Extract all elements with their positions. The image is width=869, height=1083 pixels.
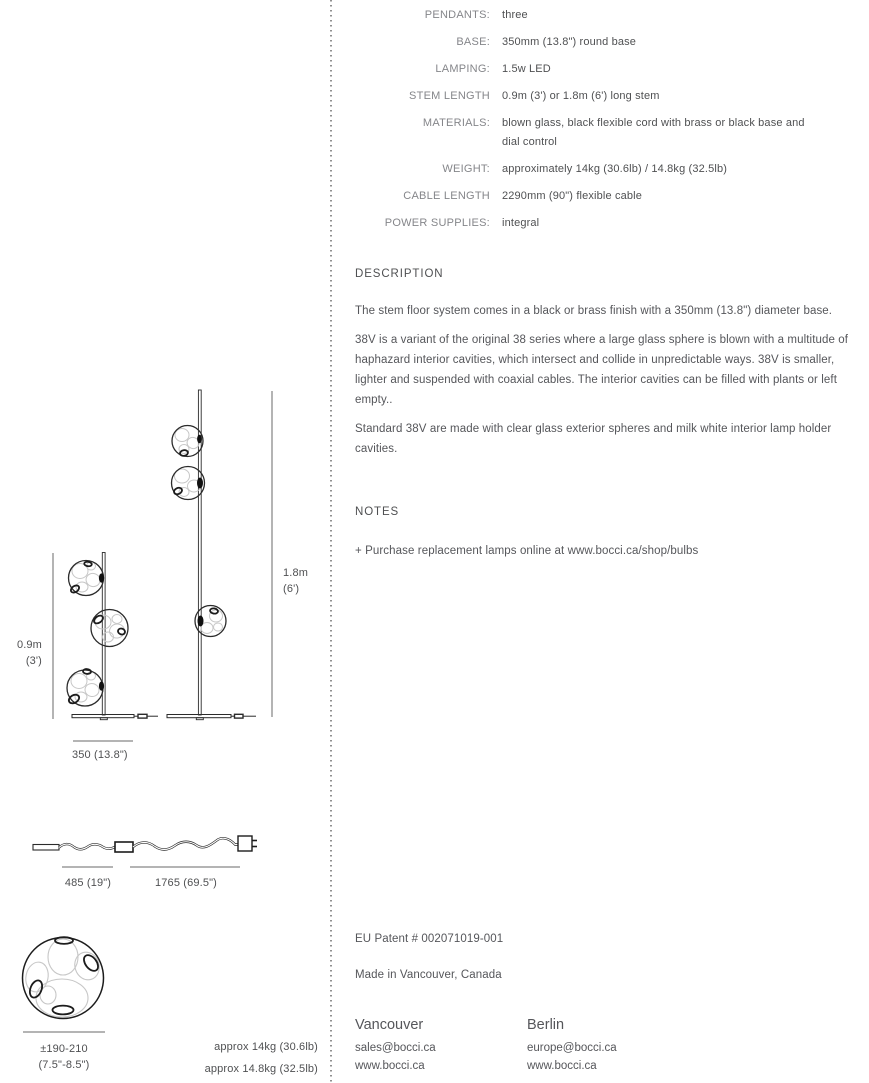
description-heading: DESCRIPTION: [355, 268, 444, 280]
spec-label: MATERIALS:: [422, 117, 490, 129]
glass-sphere: [195, 606, 226, 637]
spec-row-lamping: [355, 60, 860, 79]
office-email: europe@bocci.ca: [527, 1042, 617, 1054]
dial-control: [115, 842, 133, 852]
spec-value: integral: [502, 217, 540, 229]
cable-plug: [238, 836, 252, 851]
patent-number: EU Patent # 002071019-001: [355, 933, 504, 945]
power-cable-drawing: [33, 836, 257, 852]
glass-sphere: [172, 426, 203, 457]
floor-lamp-tall-drawing: [167, 390, 256, 720]
description-paragraph: The stem floor system comes in a black or brass finish with a 350mm (13.8") diameter base.: [355, 305, 833, 317]
spec-value: three: [502, 9, 528, 21]
spec-value: 2290mm (90") flexible cable: [502, 190, 643, 202]
base-nub: [196, 718, 203, 720]
spec-label: POWER SUPPLIES:: [384, 217, 490, 229]
weight-labels: [168, 1036, 318, 1080]
spec-row-power-supplies: [355, 214, 860, 233]
dimension-value: (7.5"-8.5"): [38, 1059, 90, 1071]
sphere-dimension-label: [20, 1041, 108, 1073]
notes-heading: NOTES: [355, 506, 400, 518]
stem-socket: [197, 478, 203, 489]
weight-value: approx 14.8kg (32.5lb): [204, 1063, 318, 1075]
column-divider: [330, 0, 332, 1083]
base-dimension-label: 350 (13.8"): [72, 749, 128, 761]
short-stem-dimension-label: [0, 637, 42, 669]
spec-label: CABLE LENGTH: [403, 190, 490, 202]
spec-row-base: [355, 33, 860, 52]
spec-row-stem-length: [355, 87, 860, 106]
weight-value: approx 14kg (30.6lb): [214, 1041, 318, 1053]
glass-sphere: [91, 610, 128, 647]
spec-value: blown glass, black flexible cord with brass or black base and dial control: [502, 117, 805, 148]
glass-sphere: [67, 669, 104, 706]
spec-label: WEIGHT:: [442, 163, 490, 175]
dimension-lines: [23, 391, 272, 1032]
spec-row-pendants: [355, 6, 860, 25]
base-plug: [138, 714, 147, 718]
spec-label: PENDANTS:: [424, 9, 490, 21]
office-vancouver: [355, 1016, 527, 1075]
spec-value: approximately 14kg (30.6lb) / 14.8kg (32.5lb): [502, 163, 728, 175]
stem-socket: [198, 616, 204, 627]
stem-socket: [197, 435, 202, 443]
office-website: www.bocci.ca: [355, 1059, 425, 1072]
note-item: + Purchase replacement lamps online at www.bocci.ca/shop/bulbs: [355, 545, 699, 557]
glass-sphere-drawing: [23, 937, 104, 1018]
dimension-value: (3'): [25, 655, 42, 667]
spec-row-materials: [355, 114, 860, 152]
spec-label: BASE:: [456, 36, 490, 48]
office-city: Vancouver: [355, 1017, 424, 1033]
base-plug: [235, 714, 244, 718]
made-in-note: Made in Vancouver, Canada: [355, 969, 502, 981]
floor-lamp-short-drawing: [67, 553, 158, 720]
tall-stem-dimension-label: [283, 565, 308, 597]
spec-label: STEM LENGTH: [409, 90, 490, 102]
description-paragraph: Standard 38V are made with clear glass exterior spheres and milk white interior lamp holder cavities.: [355, 423, 832, 455]
lamp-base: [72, 715, 134, 718]
spec-value: 350mm (13.8") round base: [502, 36, 637, 48]
office-website: www.bocci.ca: [527, 1059, 597, 1072]
cable-segment-2-label: 1765 (69.5"): [155, 877, 217, 889]
glass-sphere: [69, 561, 105, 596]
spec-value: 0.9m (3') or 1.8m (6') long stem: [502, 90, 660, 102]
spec-label: LAMPING:: [435, 63, 490, 75]
base-nub: [100, 718, 107, 720]
spec-value: 1.5w LED: [502, 63, 551, 75]
description-paragraph: 38V is a variant of the original 38 series where a large glass sphere is blown with a multitude of haphazard interior cavities, which intersect and collide in unpredictable ways. 38V is smaller, lighter and suspended with coaxial cables. The interior cavities can be filled with plants or left empty..: [355, 334, 849, 406]
stem-socket: [99, 573, 104, 582]
spec-row-weight: [355, 160, 860, 179]
cable-segment-1-label: 485 (19"): [64, 877, 112, 889]
dimension-value: 1.8m: [283, 567, 309, 579]
dimension-value: 0.9m: [16, 639, 42, 651]
cable-cord: [133, 838, 238, 849]
spec-table: [355, 6, 860, 241]
lamp-base: [167, 715, 231, 718]
dimension-value: ±190-210: [40, 1043, 88, 1055]
spec-row-cable-length: [355, 187, 860, 206]
glass-sphere: [172, 467, 205, 500]
office-berlin: [527, 1016, 699, 1075]
technical-drawing: [0, 383, 330, 1083]
description-paragraphs: [355, 301, 860, 468]
stem-socket: [99, 681, 104, 690]
dimension-value: (6'): [283, 583, 300, 595]
office-city: Berlin: [527, 1017, 565, 1033]
office-email: sales@bocci.ca: [355, 1042, 436, 1054]
office-contacts: [355, 1016, 699, 1075]
